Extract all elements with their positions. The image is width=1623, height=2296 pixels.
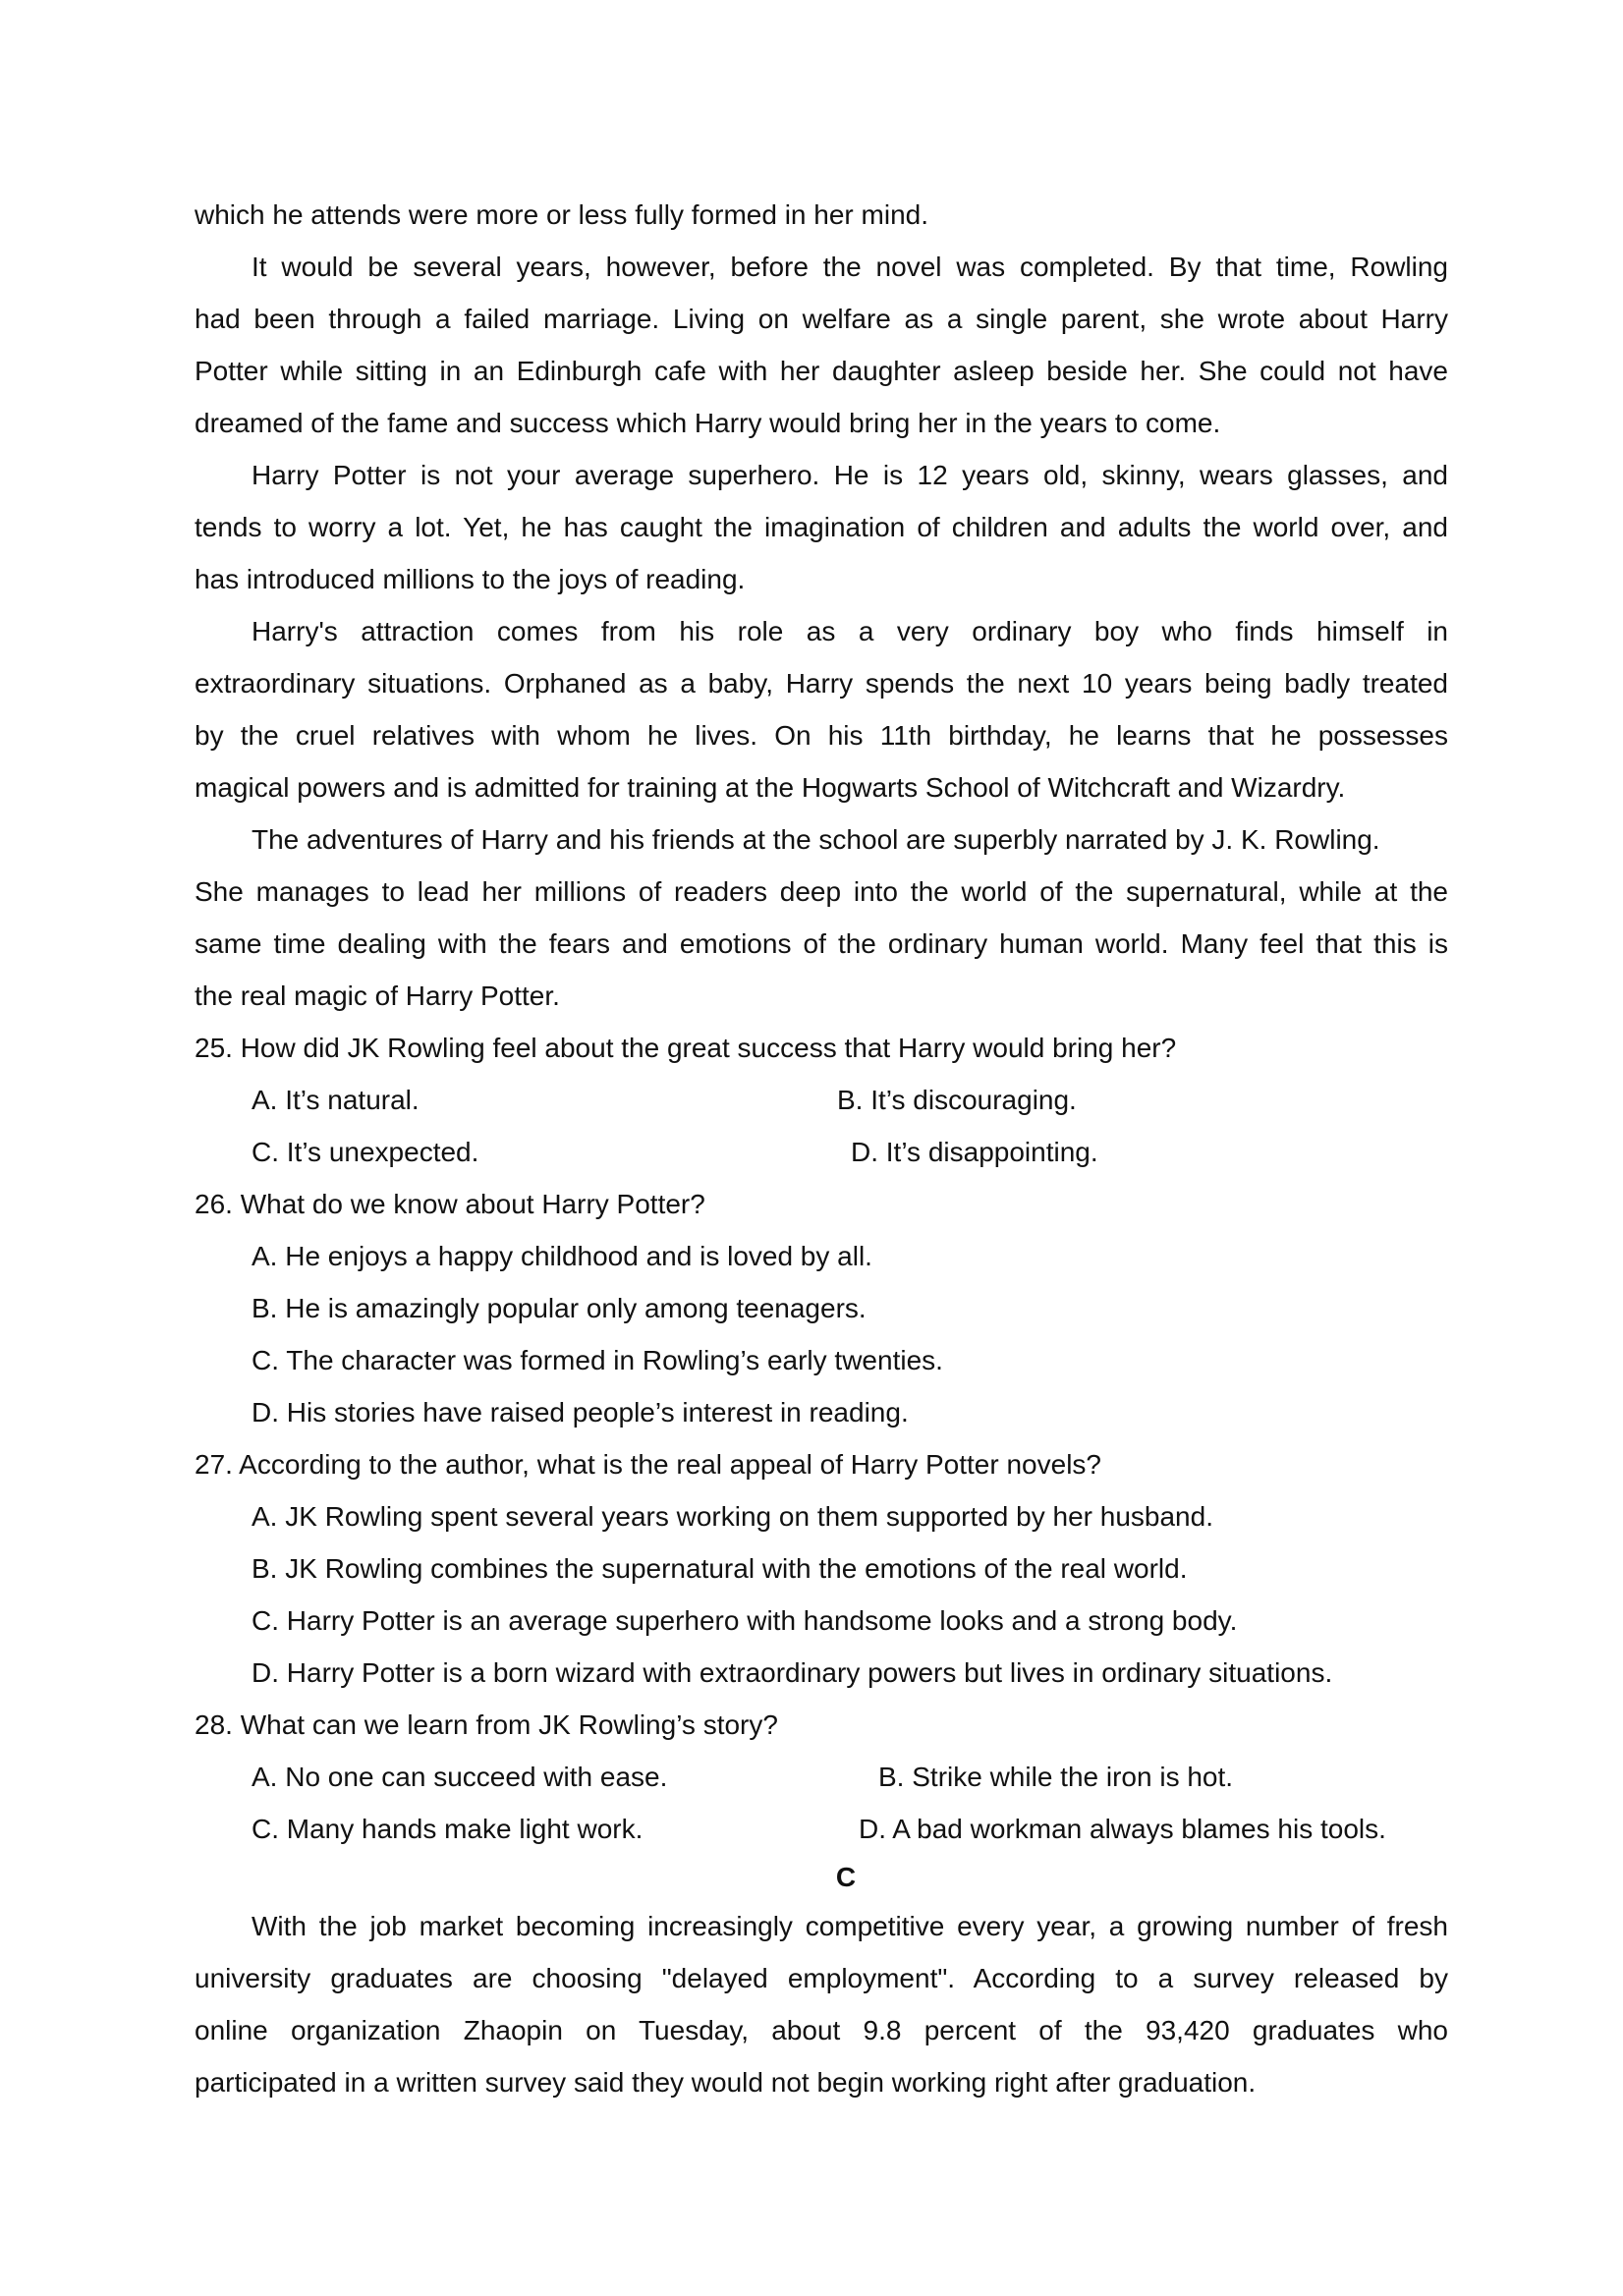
option-a: A. JK Rowling spent several years working on them supported by her husband. (252, 1501, 1213, 1532)
option-d: D. His stories have raised people’s interest in reading. (252, 1397, 909, 1428)
question-25 (195, 1022, 1448, 1178)
passage-line: by the cruel relatives with whom he lives. On his 11th birthday, he learns that he possesses (195, 720, 1448, 751)
option-row (195, 1751, 1448, 1803)
passage-line: the real magic of Harry Potter. (195, 980, 560, 1011)
question-stem: 28. What can we learn from JK Rowling’s story? (195, 1709, 778, 1740)
option-row (195, 1074, 1448, 1126)
passage-line: online organization Zhaopin on Tuesday, about 9.8 percent of the 93,420 graduates who (195, 2015, 1448, 2045)
passage-line: has introduced millions to the joys of reading. (195, 564, 746, 594)
question-stem: 25. How did JK Rowling feel about the great success that Harry would bring her? (195, 1033, 1177, 1063)
option-a: A. He enjoys a happy childhood and is loved by all. (252, 1241, 872, 1271)
passage-line: The adventures of Harry and his friends at the school are superbly narrated by J. K. Rowling. (252, 824, 1380, 855)
option-d: D. A bad workman always blames his tools. (859, 1814, 1386, 1844)
passage-line: dreamed of the fame and success which Harry would bring her in the years to come. (195, 408, 1221, 438)
option-d: D. Harry Potter is a born wizard with extraordinary powers but lives in ordinary situations. (252, 1657, 1333, 1688)
passage-line: Harry's attraction comes from his role as a very ordinary boy who finds himself in (252, 616, 1448, 646)
passage-line: She manages to lead her millions of readers deep into the world of the supernatural, while at the (195, 876, 1448, 907)
passage-line: It would be several years, however, before the novel was completed. By that time, Rowling (252, 252, 1448, 282)
question-26 (195, 1178, 1448, 1438)
option-c: C. Many hands make light work. (252, 1814, 644, 1844)
passage-line: had been through a failed marriage. Living on welfare as a single parent, she wrote about Harry (195, 304, 1448, 334)
option-row (195, 1126, 1448, 1178)
question-stem: 27. According to the author, what is the real appeal of Harry Potter novels? (195, 1449, 1101, 1480)
passage-b (195, 189, 1448, 1022)
option-a: A. It’s natural. (252, 1085, 420, 1115)
passage-line: same time dealing with the fears and emotions of the ordinary human world. Many feel that this is (195, 928, 1448, 959)
option-d: D. It’s disappointing. (851, 1137, 1098, 1167)
passage-line: university graduates are choosing "delayed employment". According to a survey released by (195, 1963, 1448, 1993)
option-b: B. Strike while the iron is hot. (878, 1762, 1234, 1792)
passage-line: With the job market becoming increasingly competitive every year, a growing number of fresh (252, 1911, 1448, 1941)
question-stem: 26. What do we know about Harry Potter? (195, 1189, 705, 1219)
option-c: C. Harry Potter is an average superhero with handsome looks and a strong body. (252, 1605, 1238, 1636)
passage-line: magical powers and is admitted for training at the Hogwarts School of Witchcraft and Wizardry. (195, 772, 1346, 803)
passage-line: which he attends were more or less fully formed in her mind. (195, 199, 928, 230)
option-b: B. JK Rowling combines the supernatural with the emotions of the real world. (252, 1553, 1188, 1584)
exam-page (195, 189, 1448, 2108)
passage-line: Harry Potter is not your average superhero. He is 12 years old, skinny, wears glasses, and (252, 460, 1448, 490)
option-c: C. The character was formed in Rowling’s early twenties. (252, 1345, 943, 1375)
option-b: B. It’s discouraging. (837, 1085, 1077, 1115)
option-a: A. No one can succeed with ease. (252, 1762, 668, 1792)
passage-line: extraordinary situations. Orphaned as a baby, Harry spends the next 10 years being badly treated (195, 668, 1448, 699)
passage-line: Potter while sitting in an Edinburgh cafe with her daughter asleep beside her. She could not have (195, 356, 1448, 386)
option-b: B. He is amazingly popular only among teenagers. (252, 1293, 867, 1323)
option-row (195, 1803, 1448, 1855)
question-28 (195, 1699, 1448, 1855)
passage-c (195, 1855, 1448, 2108)
passage-line: participated in a written survey said they would not begin working right after graduation. (195, 2067, 1257, 2098)
question-27 (195, 1438, 1448, 1699)
section-heading: C (835, 1862, 857, 1892)
passage-line: tends to worry a lot. Yet, he has caught the imagination of children and adults the world over, and (195, 512, 1448, 542)
option-c: C. It’s unexpected. (252, 1137, 479, 1167)
